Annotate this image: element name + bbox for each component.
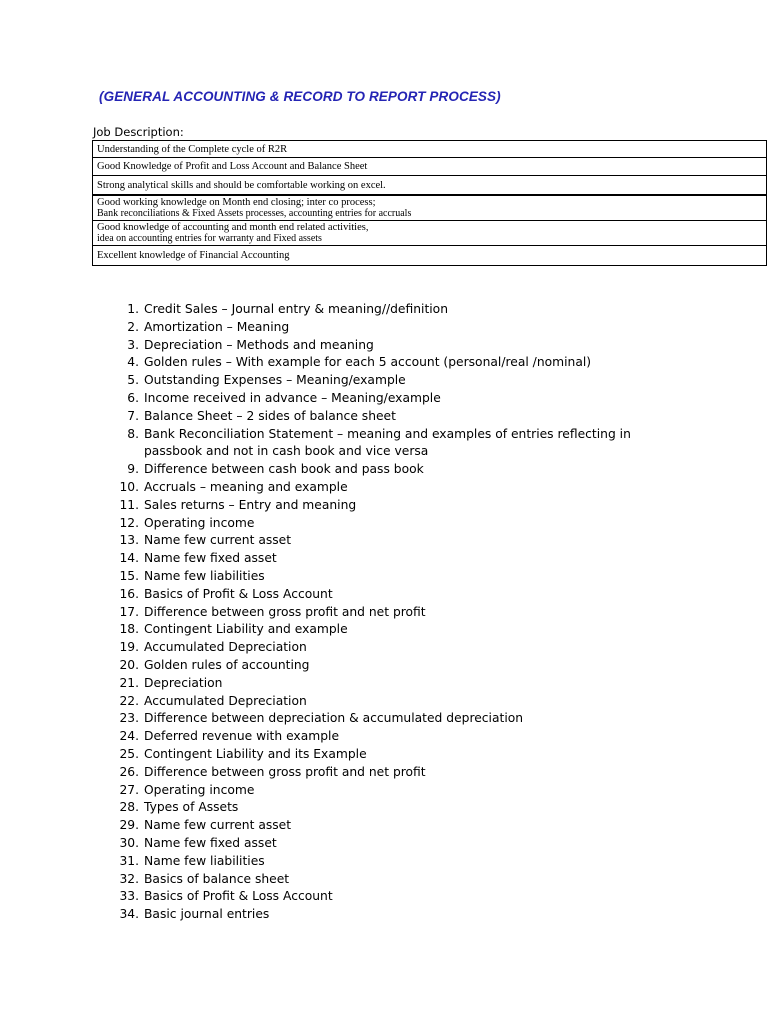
question-text: Basic journal entries	[144, 907, 270, 922]
question-item	[110, 301, 670, 319]
question-text: Name few liabilities	[144, 568, 265, 583]
question-number: 5.	[127, 373, 139, 388]
question-number: 34.	[119, 907, 139, 922]
question-text: Credit Sales – Journal entry & meaning//definition	[144, 302, 448, 316]
question-item	[110, 853, 670, 871]
question-number: 16.	[119, 586, 139, 601]
question-text: Depreciation – Methods and meaning	[144, 337, 374, 352]
job-description-text: Good working knowledge on Month end closing; inter co process;	[97, 197, 376, 208]
question-number: 11.	[119, 497, 139, 512]
question-text: Name few liabilities	[144, 853, 265, 868]
question-number: 3.	[127, 337, 139, 352]
question-item	[110, 408, 670, 426]
question-text: Operating income	[144, 782, 255, 797]
question-text: Contingent Liability and its Example	[144, 746, 367, 761]
question-text: Name few fixed asset	[144, 835, 277, 850]
question-item	[110, 426, 670, 462]
question-number: 2.	[127, 319, 139, 334]
job-description-cell	[93, 141, 767, 158]
question-number: 7.	[127, 408, 139, 423]
job-description-cell	[93, 195, 767, 221]
question-text: Bank Reconciliation Statement – meaning and examples of entries reflecting in passbook and not in cash book and vice versa	[144, 426, 631, 459]
question-list	[110, 301, 670, 924]
question-number: 19.	[119, 640, 139, 655]
question-text: Deferred revenue with example	[144, 729, 340, 744]
question-text: Outstanding Expenses – Meaning/example	[144, 373, 406, 388]
question-item	[110, 817, 670, 835]
question-text: Accumulated Depreciation	[144, 693, 307, 708]
question-text: Difference between depreciation & accumulated depreciation	[144, 711, 524, 726]
question-item	[110, 532, 670, 550]
page-title: (GENERAL ACCOUNTING & RECORD TO REPORT PROCESS)	[99, 89, 501, 104]
job-description-cell	[93, 176, 767, 196]
question-text: Golden rules – With example for each 5 account (personal/real /nominal)	[144, 355, 592, 370]
question-text: Difference between gross profit and net profit	[144, 604, 426, 619]
question-number: 13.	[119, 533, 139, 548]
job-description-text: Bank reconciliations & Fixed Assets processes, accounting entries for accruals	[97, 208, 412, 219]
question-item	[110, 888, 670, 906]
question-number: 29.	[119, 818, 139, 833]
question-item	[110, 550, 670, 568]
question-item	[110, 764, 670, 782]
question-number: 10.	[119, 479, 139, 494]
question-text: Operating income	[144, 515, 255, 530]
question-item	[110, 390, 670, 408]
question-number: 22.	[119, 693, 139, 708]
question-item	[110, 515, 670, 533]
question-item	[110, 871, 670, 889]
job-description-text: Strong analytical skills and should be comfortable working on excel.	[97, 179, 386, 191]
question-text: Amortization – Meaning	[144, 319, 290, 334]
question-number: 17.	[119, 604, 139, 619]
question-item	[110, 568, 670, 586]
question-number: 4.	[127, 355, 139, 370]
question-number: 15.	[119, 568, 139, 583]
question-number: 32.	[119, 871, 139, 886]
question-text: Difference between gross profit and net profit	[144, 764, 426, 779]
question-text: Name few current asset	[144, 533, 292, 548]
job-description-row	[93, 176, 767, 196]
question-item	[110, 835, 670, 853]
question-text: Sales returns – Entry and meaning	[144, 497, 357, 512]
question-item	[110, 639, 670, 657]
question-text: Name few fixed asset	[144, 551, 277, 566]
question-item	[110, 657, 670, 675]
job-description-row	[93, 158, 767, 176]
question-text: Golden rules of accounting	[144, 657, 310, 672]
question-item	[110, 799, 670, 817]
question-text: Basics of Profit & Loss Account	[144, 889, 333, 904]
question-number: 12.	[119, 515, 139, 530]
question-text: Contingent Liability and example	[144, 622, 348, 637]
question-number: 1.	[127, 302, 139, 316]
question-item	[110, 906, 670, 924]
question-number: 18.	[119, 622, 139, 637]
question-number: 25.	[119, 746, 139, 761]
job-description-row	[93, 141, 767, 158]
question-item	[110, 497, 670, 515]
job-description-text: Excellent knowledge of Financial Accounting	[97, 250, 290, 261]
question-text: Basics of Profit & Loss Account	[144, 586, 333, 601]
question-number: 30.	[119, 835, 139, 850]
question-item	[110, 354, 670, 372]
job-description-cell	[93, 158, 767, 176]
question-number: 9.	[127, 462, 139, 477]
job-description-text: Good Knowledge of Profit and Loss Account and Balance Sheet	[97, 161, 368, 172]
job-description-row	[93, 221, 767, 246]
job-description-cell	[93, 221, 767, 246]
question-number: 31.	[119, 853, 139, 868]
question-text: Accumulated Depreciation	[144, 640, 307, 655]
question-item	[110, 479, 670, 497]
question-text: Basics of balance sheet	[144, 871, 290, 886]
question-number: 23.	[119, 711, 139, 726]
job-description-label: Job Description:	[93, 125, 184, 139]
question-item	[110, 728, 670, 746]
question-number: 24.	[119, 729, 139, 744]
job-description-text: Understanding of the Complete cycle of R2R	[97, 143, 288, 155]
question-item	[110, 461, 670, 479]
question-item	[110, 782, 670, 800]
question-text: Income received in advance – Meaning/example	[144, 390, 441, 405]
question-item	[110, 710, 670, 728]
question-item	[110, 319, 670, 337]
question-number: 27.	[119, 782, 139, 797]
question-text: Types of Assets	[144, 800, 239, 815]
question-number: 28.	[119, 800, 139, 815]
job-description-table	[92, 140, 767, 266]
question-number: 14.	[119, 551, 139, 566]
question-item	[110, 337, 670, 355]
question-number: 20.	[119, 657, 139, 672]
question-item	[110, 604, 670, 622]
question-number: 6.	[127, 390, 139, 405]
job-description-text: Good knowledge of accounting and month end related activities,	[97, 222, 369, 233]
question-number: 8.	[127, 426, 139, 441]
question-item	[110, 586, 670, 604]
question-number: 33.	[119, 889, 139, 904]
job-description-cell	[93, 246, 767, 266]
job-description-text: idea on accounting entries for warranty and Fixed assets	[97, 233, 322, 244]
question-item	[110, 693, 670, 711]
question-text: Accruals – meaning and example	[144, 479, 348, 494]
question-item	[110, 746, 670, 764]
question-text: Difference between cash book and pass book	[144, 462, 424, 477]
job-description-row	[93, 246, 767, 266]
question-item	[110, 372, 670, 390]
question-text: Name few current asset	[144, 818, 292, 833]
question-item	[110, 621, 670, 639]
question-number: 26.	[119, 764, 139, 779]
question-item	[110, 675, 670, 693]
question-number: 21.	[119, 675, 139, 690]
question-text: Depreciation	[144, 675, 223, 690]
question-text: Balance Sheet – 2 sides of balance sheet	[144, 408, 396, 423]
job-description-row	[93, 195, 767, 221]
